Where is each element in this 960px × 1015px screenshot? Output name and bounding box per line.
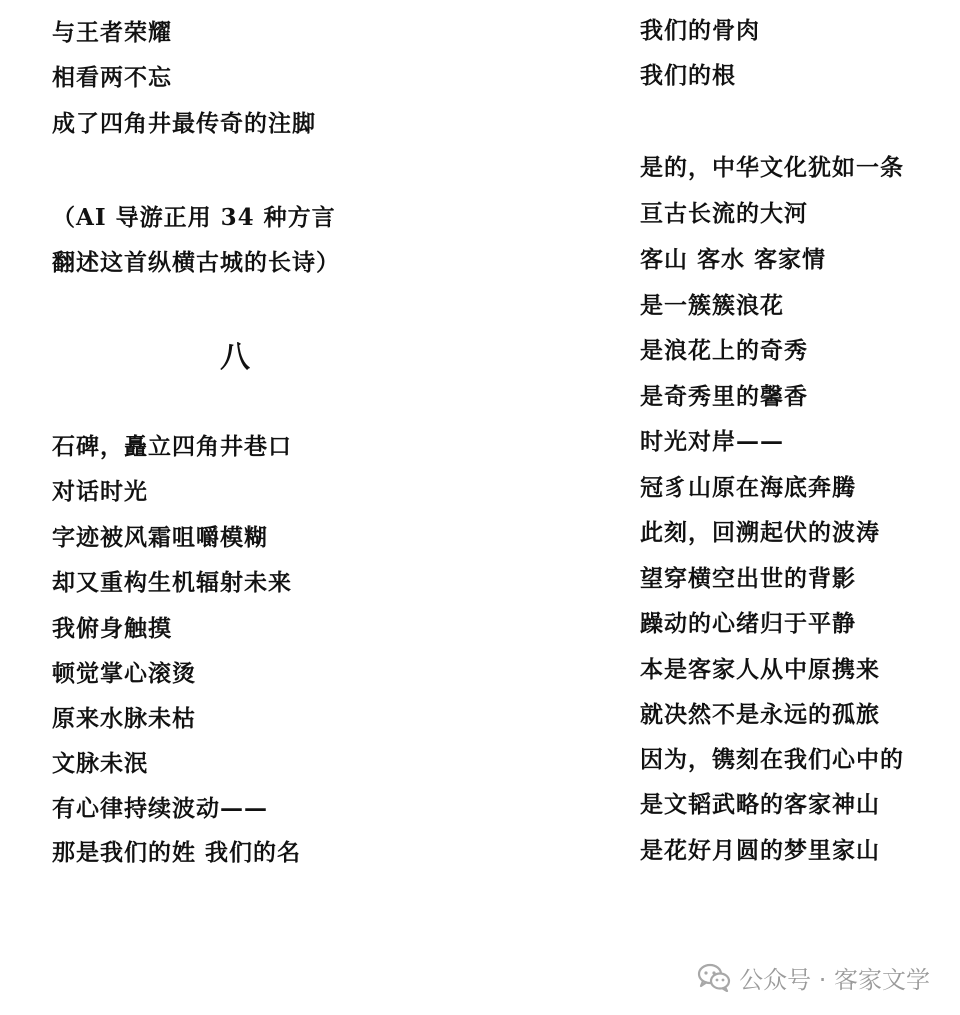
poem-line: 顿觉掌心滚烫 <box>52 660 196 687</box>
poem-line: 望穿横空出世的背影 <box>640 565 856 592</box>
poem-line: 我俯身触摸 <box>52 615 172 642</box>
poem-line: 是花好月圆的梦里家山 <box>640 837 880 864</box>
poem-line: 时光对岸—— <box>640 428 784 455</box>
poem-line: 此刻，回溯起伏的波涛 <box>640 519 880 546</box>
poem-line: 相看两不忘 <box>52 64 172 91</box>
section-number: 八 <box>220 340 250 375</box>
poem-line: 字迹被风霜咀嚼模糊 <box>52 524 268 551</box>
note-line: （AI 导游正用 34 种方言 <box>52 204 336 231</box>
watermark-text: 公众号 · 客家文学 <box>739 965 930 994</box>
poem-line: 是奇秀里的馨香 <box>640 383 808 410</box>
wechat-icon <box>697 962 731 992</box>
poem-line: 是一簇簇浪花 <box>640 292 784 319</box>
poem-line: 对话时光 <box>52 478 148 505</box>
poem-line: 是浪花上的奇秀 <box>640 337 808 364</box>
poem-line: 亘古长流的大河 <box>640 200 808 227</box>
poem-line: 躁动的心绪归于平静 <box>640 610 856 637</box>
poem-line: 原来水脉未枯 <box>52 705 196 732</box>
watermark <box>697 960 930 994</box>
poem-line: 那是我们的姓 我们的名 <box>52 839 302 866</box>
poem-line: 就决然不是永远的孤旅 <box>640 701 880 728</box>
poem-line: 冠豸山原在海底奔腾 <box>640 474 856 501</box>
poem-line: 本是客家人从中原携来 <box>640 656 880 683</box>
poem-line: 客山 客水 客家情 <box>640 246 827 273</box>
poem-line: 是的，中华文化犹如一条 <box>640 154 904 181</box>
poem-line: 因为，镌刻在我们心中的 <box>640 746 904 773</box>
poem-line: 是文韬武略的客家神山 <box>640 791 880 818</box>
poem-line: 石碑，矗立四角井巷口 <box>52 433 292 460</box>
note-line: 翻述这首纵横古城的长诗） <box>52 249 340 276</box>
poem-line: 成了四角井最传奇的注脚 <box>52 110 316 137</box>
poem-line: 文脉未泯 <box>52 750 148 777</box>
poem-line: 我们的骨肉 <box>640 17 760 44</box>
poem-line: 却又重构生机辐射未来 <box>52 569 292 596</box>
poem-line: 有心律持续波动—— <box>52 795 268 822</box>
poem-line: 我们的根 <box>640 62 736 89</box>
poem-line: 与王者荣耀 <box>52 19 172 46</box>
